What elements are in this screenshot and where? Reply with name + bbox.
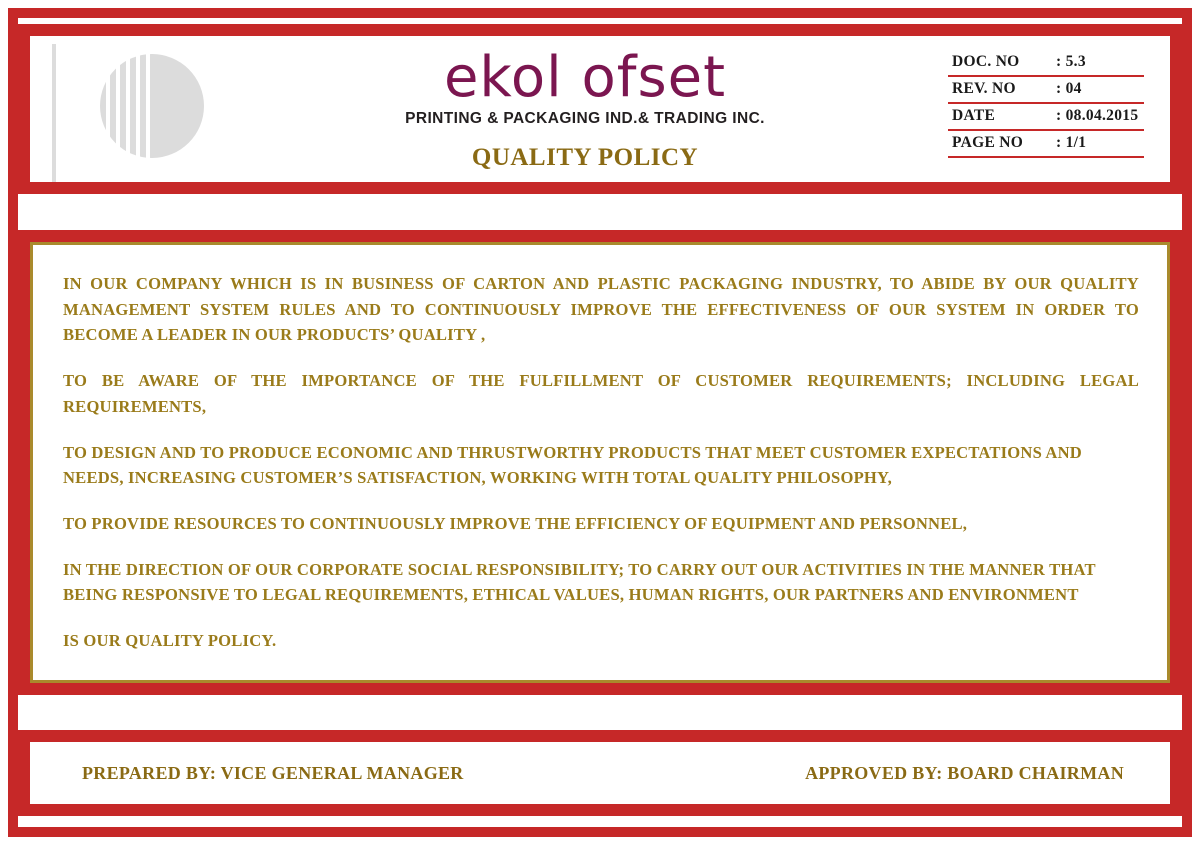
table-row [948,50,1144,77]
meta-value: : 08.04.2015 [1056,107,1139,124]
document-header [18,24,1182,194]
document-footer [18,730,1182,816]
policy-paragraph: IS OUR QUALITY POLICY. [63,631,277,651]
header-title-group [230,36,940,182]
meta-value: : 04 [1056,80,1082,97]
table-row [948,77,1144,104]
brand-wordmark: ekol ofset [443,45,727,110]
policy-body [30,242,1170,683]
policy-paragraph: TO BE AWARE OF THE IMPORTANCE OF THE FULFILLMENT OF CUSTOMER REQUIREMENTS; INCLUDING LEGAL REQUIREMENTS, [63,371,1139,416]
policy-paragraph: IN OUR COMPANY WHICH IS IN BUSINESS OF CARTON AND PLASTIC PACKAGING INDUSTRY, TO ABIDE BY OUR QUALITY MANAGEMENT SYSTEM RULES AND TO CONTINUOUSLY IMPROVE THE EFFECTIVENESS OF OUR SYSTEM IN ORDER TO BECOME A LEADER IN OUR PRODUCTS’ QUALITY , [63,274,1139,345]
meta-label: REV. NO [952,80,1016,97]
approved-by-label: APPROVED BY: BOARD CHAIRMAN [805,762,1124,783]
meta-label: PAGE NO [952,134,1024,151]
company-logo [30,36,230,182]
policy-paragraph: TO DESIGN AND TO PRODUCE ECONOMIC AND THRUSTWORTHY PRODUCTS THAT MEET CUSTOMER EXPECTATIONS AND NEEDS, INCREASING CUSTOMER’S SATISFACTION, WORKING WITH TOTAL QUALITY PHILOSOPHY, [63,442,1082,488]
document-meta-table [940,36,1170,182]
table-row [948,131,1144,158]
brand-subtitle: PRINTING & PACKAGING IND.& TRADING INC. [405,110,765,127]
policy-paragraph: TO PROVIDE RESOURCES TO CONTINUOUSLY IMPROVE THE EFFICIENCY OF EQUIPMENT AND PERSONNEL, [63,514,968,534]
policy-body-frame [18,230,1182,695]
meta-value: : 1/1 [1056,134,1087,151]
prepared-by-label: PREPARED BY: VICE GENERAL MANAGER [82,762,464,783]
meta-label: DATE [952,107,996,124]
page-title: QUALITY POLICY [471,144,699,171]
policy-paragraph: IN THE DIRECTION OF OUR CORPORATE SOCIAL RESPONSIBILITY; TO CARRY OUT OUR ACTIVITIES IN THE MANNER THAT BEING RESPONSIVE TO LEGAL REQUIREMENTS, ETHICAL VALUES, HUMAN RIGHTS, OUR PARTNERS AND ENVIRONMENT [63,559,1096,605]
meta-label: DOC. NO [952,53,1020,70]
meta-value: : 5.3 [1056,53,1086,70]
ekol-watermark-logo [52,44,212,182]
table-row [948,104,1144,131]
